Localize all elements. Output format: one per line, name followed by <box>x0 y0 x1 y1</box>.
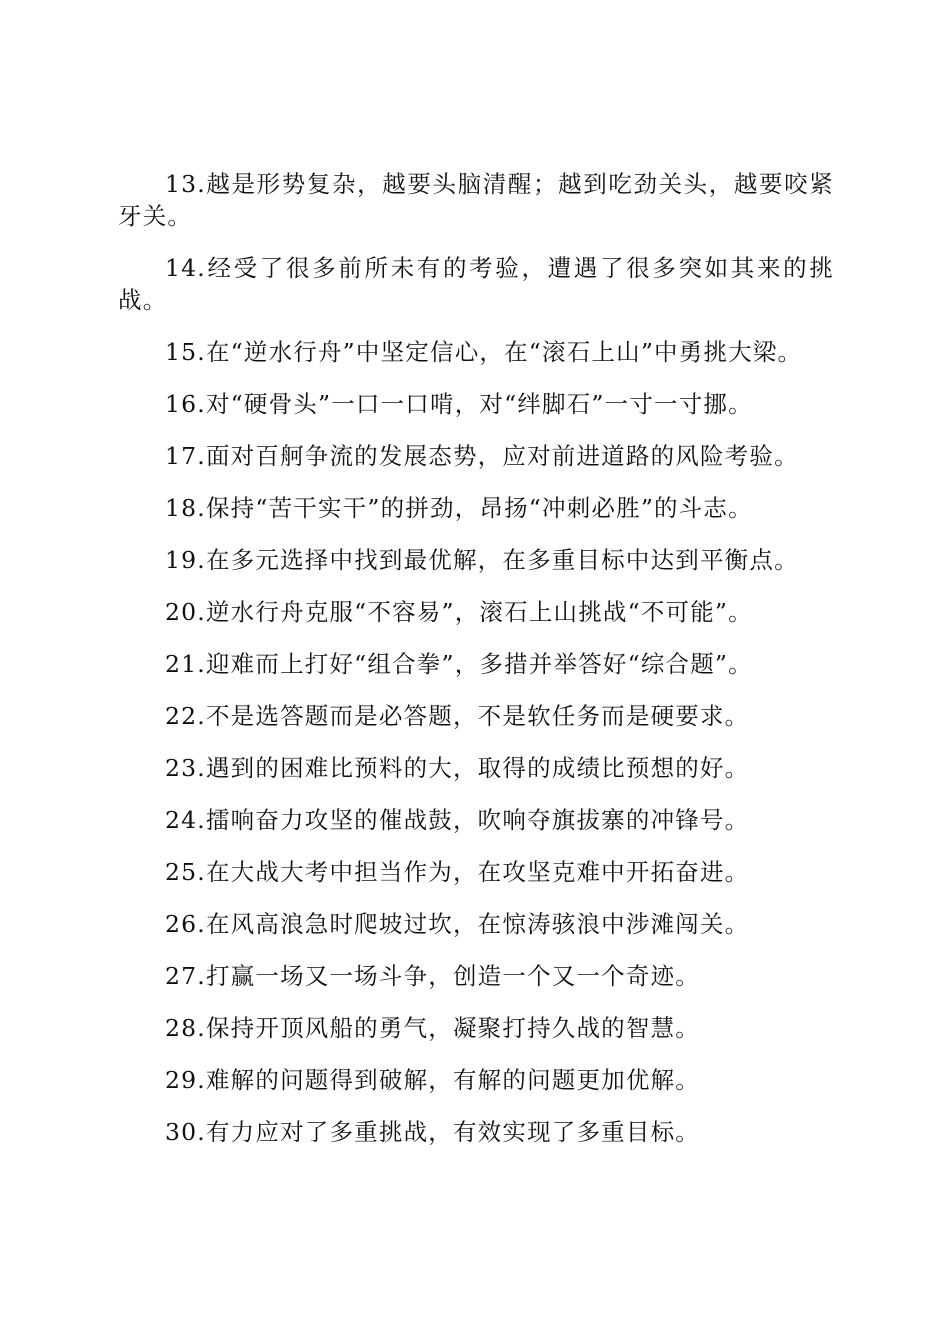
paragraph-28: 28.保持开顶风船的勇气，凝聚打持久战的智慧。 <box>165 1014 700 1042</box>
paragraph-18: 18.保持“苦干实干”的拼劲，昂扬“冲刺必胜”的斗志。 <box>165 494 753 522</box>
paragraph-22: 22.不是选答题而是必答题，不是软任务而是硬要求。 <box>165 702 750 730</box>
paragraph-17: 17.面对百舸争流的发展态势，应对前进道路的风险考验。 <box>165 442 799 470</box>
paragraph-20: 20.逆水行舟克服“不容易”，滚石上山挑战“不可能”。 <box>165 598 753 626</box>
paragraph-24: 24.擂响奋力攻坚的催战鼓，吹响夺旗拔寨的冲锋号。 <box>165 806 750 834</box>
paragraph-14: 14.经受了很多前所未有的考验，遭遇了很多突如其来的挑战。 <box>118 254 834 314</box>
paragraph-27: 27.打赢一场又一场斗争，创造一个又一个奇迹。 <box>165 962 700 990</box>
paragraph-15: 15.在“逆水行舟”中坚定信心，在“滚石上山”中勇挑大梁。 <box>165 338 803 366</box>
paragraph-19: 19.在多元选择中找到最优解，在多重目标中达到平衡点。 <box>165 546 799 574</box>
paragraph-29: 29.难解的问题得到破解，有解的问题更加优解。 <box>165 1066 700 1094</box>
document-body <box>118 168 834 1168</box>
paragraph-30: 30.有力应对了多重挑战，有效实现了多重目标。 <box>165 1118 700 1146</box>
paragraph-25: 25.在大战大考中担当作为，在攻坚克难中开拓奋进。 <box>165 858 750 886</box>
paragraph-21: 21.迎难而上打好“组合拳”，多措并举答好“综合题”。 <box>165 650 753 678</box>
paragraph-26: 26.在风高浪急时爬坡过坎，在惊涛骇浪中涉滩闯关。 <box>165 910 750 938</box>
paragraph-13: 13.越是形势复杂，越要头脑清醒；越到吃劲关头，越要咬紧牙关。 <box>118 170 834 230</box>
paragraph-16: 16.对“硬骨头”一口一口啃，对“绊脚石”一寸一寸挪。 <box>165 390 753 418</box>
paragraph-23: 23.遇到的困难比预料的大，取得的成绩比预想的好。 <box>165 754 750 782</box>
